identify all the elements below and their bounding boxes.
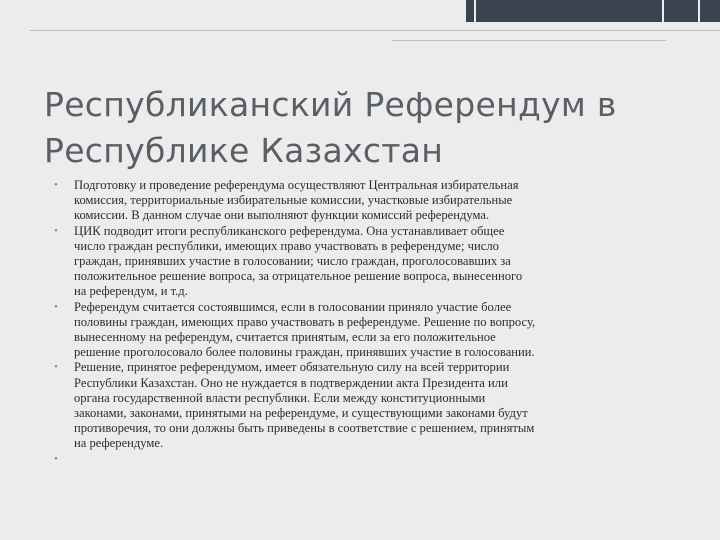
top-decorative-bar xyxy=(0,0,720,22)
bullet-dot-icon: • xyxy=(54,224,58,237)
bullet-text-line: противоречия, то они должны быть приведены в соответствие с решением, принятым xyxy=(74,421,535,436)
band-divider xyxy=(662,0,664,22)
bullet-text-line: положительное решение вопроса, за отрицательное решение вопроса, вынесенного xyxy=(74,269,523,284)
top-rule-short xyxy=(392,40,666,41)
slide-title xyxy=(44,82,684,174)
bullet-text-line: ЦИК подводит итоги республиканского референдума. Она устанавливает общее xyxy=(74,223,505,238)
bullet-dot-icon: • xyxy=(54,300,58,313)
bullet-text-line: Республики Казахстан. Оно не нуждается в подтверждении акта Президента или xyxy=(74,375,508,390)
bullet-text-line: вынесенному на референдум, считается принятым, если за его положительное xyxy=(74,330,496,345)
bullet-item xyxy=(52,452,684,467)
bullet-list xyxy=(52,178,684,467)
bullet-text-line: законами, законами, принятыми на референдуме, и существующими законами будут xyxy=(74,406,528,421)
top-rule xyxy=(30,30,720,31)
top-dark-band xyxy=(466,0,720,22)
bullet-text-line: Референдум считается состоявшимся, если в голосовании приняло участие более xyxy=(74,299,512,314)
bullet-dot-icon: • xyxy=(54,361,58,374)
band-divider xyxy=(698,0,700,22)
bullet-text-line: Решение, принятое референдумом, имеет обязательную силу на всей территории xyxy=(74,360,510,375)
bullet-item xyxy=(52,300,684,361)
bullet-item xyxy=(52,224,684,300)
bullet-text-line: решение проголосовало более половины граждан, принявших участие в голосовании. xyxy=(74,345,535,360)
bullet-text-line: на референдуме. xyxy=(74,436,164,451)
bullet-item xyxy=(52,178,684,224)
band-divider xyxy=(474,0,476,22)
bullet-text-line: число граждан республики, имеющих право участвовать в референдуме; число xyxy=(74,238,499,253)
bullet-dot-icon: • xyxy=(54,179,58,191)
bullet-text-line: граждан, принявших участие в голосовании; число граждан, проголосовавших за xyxy=(74,254,511,269)
bullet-dot-icon: • xyxy=(54,452,58,465)
bullet-text-line: половины граждан, имеющих право участвовать в референдуме. Решение по вопросу, xyxy=(74,314,536,329)
bullet-text-line: Подготовку и проведение референдума осуществляют Центральная избирательная xyxy=(74,178,519,192)
title-line: Республике Казахстан xyxy=(44,131,444,170)
bullet-text-line: комиссия, территориальные избирательные комиссии, участковые избирательные xyxy=(74,193,513,208)
bullet-item xyxy=(52,360,684,451)
bullet-text-line: органа государственной власти республики. Если между конституционными xyxy=(74,390,486,405)
title-line: Республиканский Референдум в xyxy=(44,85,617,124)
bullet-text-line: комиссии. В данном случае они выполняют функции комиссий референдума. xyxy=(74,208,490,223)
bullet-text-line: на референдум, и т.д. xyxy=(74,284,188,299)
